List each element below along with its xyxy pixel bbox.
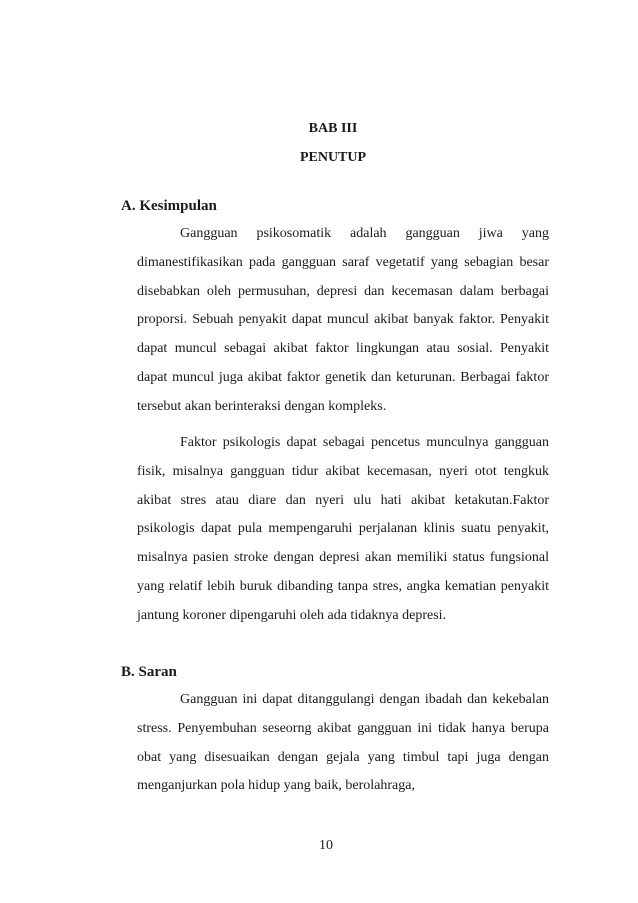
paragraph: Faktor psikologis dapat sebagai pencetus munculnya gangguan fisik, misalnya gangguan tidur akibat kecemasan, nyeri otot tengkuk akibat stres atau diare dan nyeri ulu hati akibat ketakutan.Faktor psikologis dapat pula mempengaruhi perjalanan klinis suatu penyakit, misalnya pasien stroke dengan depresi akan memiliki status fungsional yang relatif lebih buruk dibanding tanpa stres, angka kematian penyakit jantung koroner dipengaruhi oleh ada tidaknya depresi.: [137, 435, 549, 623]
section-heading-kesimpulan: A. Kesimpulan: [121, 198, 217, 214]
chapter-title: PENUTUP: [299, 150, 367, 165]
chapter-number: BAB III: [308, 121, 358, 136]
page-number: 10: [319, 838, 333, 853]
paragraph: Gangguan ini dapat ditanggulangi dengan ibadah dan kekebalan stress. Penyembuhan seseorng akibat gangguan ini tidak hanya berupa obat yang disesuaikan dengan gejala yang timbul tapi juga dengan menganjurkan pola hidup yang baik, berolahraga,: [137, 692, 549, 794]
section-heading-saran: B. Saran: [121, 664, 177, 680]
paragraph: Gangguan psikosomatik adalah gangguan jiwa yang dimanestifikasikan pada gangguan saraf vegetatif yang sebagian besar disebabkan oleh permusuhan, depresi dan kecemasan dalam berbagai proporsi. Sebuah penyakit dapat muncul akibat banyak faktor. Penyakit dapat muncul sebagai akibat faktor lingkungan atau sosial. Penyakit dapat muncul juga akibat faktor genetik dan keturunan. Berbagai faktor tersebut akan berinteraksi dengan kompleks.: [137, 226, 549, 414]
